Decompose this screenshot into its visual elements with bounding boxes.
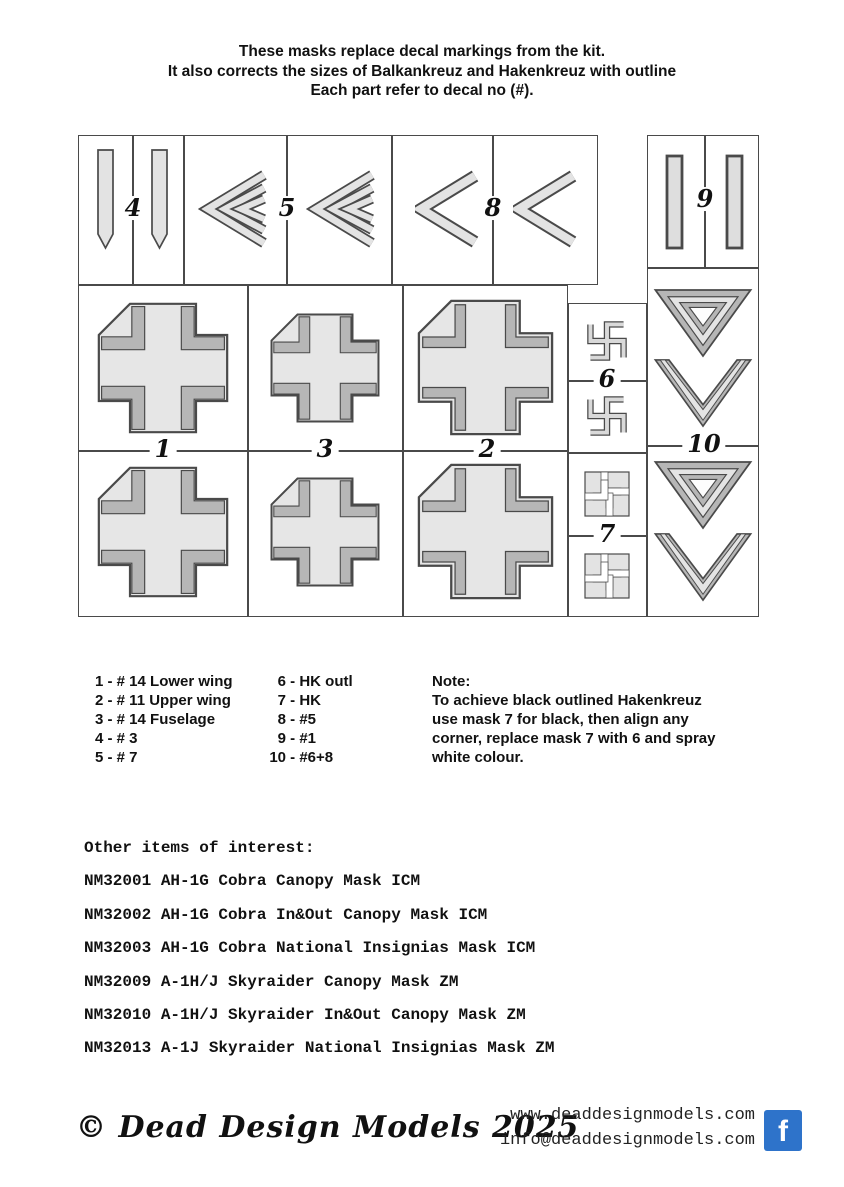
triple-chevron-mask (306, 170, 376, 248)
legend-item (262, 729, 353, 748)
mask-label-2: 2 (474, 437, 501, 461)
email-link[interactable]: info@deaddesignmodels.com (499, 1131, 755, 1150)
mask-label-6: 6 (594, 367, 621, 391)
mask-label-8: 8 (480, 196, 507, 220)
divider-line (568, 452, 647, 454)
legend-item-text: - #6+8 (286, 749, 334, 766)
product-item: NM32001 AH-1G Cobra Canopy Mask ICM (84, 872, 421, 891)
triple-chevron-mask (198, 170, 268, 248)
legend-item (262, 748, 353, 767)
balkankreuz-mask (417, 463, 554, 600)
product-item: NM32010 A-1H/J Skyraider In&Out Canopy Mask ZM (84, 1006, 526, 1025)
legend-item-text: - #5 (286, 711, 317, 728)
balkankreuz-mask (417, 299, 554, 436)
v-chevron-mask (652, 532, 754, 602)
legend-item-text: - HK (286, 692, 321, 709)
product-item: NM32009 A-1H/J Skyraider Canopy Mask ZM (84, 972, 459, 991)
legend-item: 4 - # 3 (95, 730, 138, 747)
mask-label-3: 3 (312, 437, 339, 461)
hakenkreuz-solid-mask (582, 551, 632, 601)
legend-column-1 (95, 672, 233, 767)
legend-item-text: - #1 (286, 730, 317, 747)
product-item: NM32013 A-1J Skyraider National Insignias Mask ZM (84, 1039, 555, 1058)
header-line-2: It also corrects the sizes of Balkankreuz and Hakenkreuz with outline (167, 62, 677, 80)
note-line: To achieve black outlined Hakenkreuz (432, 692, 702, 709)
facebook-icon[interactable]: f (764, 1110, 802, 1151)
legend-item-number: 8 (277, 711, 286, 728)
balkankreuz-mask (270, 477, 380, 587)
header-line-3: Each part refer to decal no (#). (310, 82, 534, 99)
legend-note (432, 672, 715, 767)
legend-item: 2 - # 11 Upper wing (95, 692, 231, 709)
legend-item-number: 9 (277, 730, 286, 747)
legend-item: 5 - # 7 (95, 749, 138, 766)
note-line: white colour. (432, 749, 524, 766)
mask-label-5: 5 (274, 196, 301, 220)
legend-item (262, 672, 353, 691)
website-link[interactable]: www.deaddesignmodels.com (510, 1106, 755, 1125)
legend-item-number: 6 (277, 673, 286, 690)
v-chevron-mask (652, 358, 754, 428)
product-item: NM32003 AH-1G Cobra National Insignias Mask ICM (84, 939, 536, 958)
mask-label-9: 9 (692, 187, 719, 211)
legend-item-number: 10 (269, 749, 286, 766)
note-line: use mask 7 for black, then align any (432, 711, 689, 728)
hakenkreuz-outline-mask (584, 393, 630, 439)
hakenkreuz-solid-mask (582, 469, 632, 519)
mask-label-1: 1 (150, 437, 177, 461)
other-items-section (84, 832, 554, 1066)
legend-item: 1 - # 14 Lower wing (95, 673, 233, 690)
note-title: Note: (432, 673, 471, 690)
balkankreuz-mask (97, 466, 229, 598)
other-items-title: Other items of interest: (84, 839, 315, 857)
mask-label-4: 4 (120, 196, 147, 220)
mask-label-10: 10 (682, 432, 725, 456)
legend-item-number: 7 (277, 692, 286, 709)
legend-column-2 (262, 672, 353, 767)
balkankreuz-mask (97, 302, 229, 434)
header-line-1: These masks replace decal markings from the kit. (238, 43, 606, 60)
chevron-mask (415, 170, 479, 248)
triangle-mask (652, 460, 754, 530)
hakenkreuz-outline-mask (584, 318, 630, 364)
chevron-mask (513, 170, 577, 248)
triangle-mask (652, 288, 754, 358)
copyright-text: © Dead Design Models 2025 (76, 1110, 580, 1145)
header-text (0, 42, 844, 101)
legend-item (262, 691, 353, 710)
legend-item: 3 - # 14 Fuselage (95, 711, 216, 728)
legend-item-text: - HK outl (286, 673, 353, 690)
note-line: corner, replace mask 7 with 6 and spray (432, 730, 716, 747)
balkankreuz-mask (270, 313, 380, 423)
mask-label-7: 7 (594, 522, 621, 546)
contact-block (500, 1103, 755, 1153)
legend-item (262, 710, 353, 729)
product-item: NM32002 AH-1G Cobra In&Out Canopy Mask ICM (84, 905, 488, 924)
